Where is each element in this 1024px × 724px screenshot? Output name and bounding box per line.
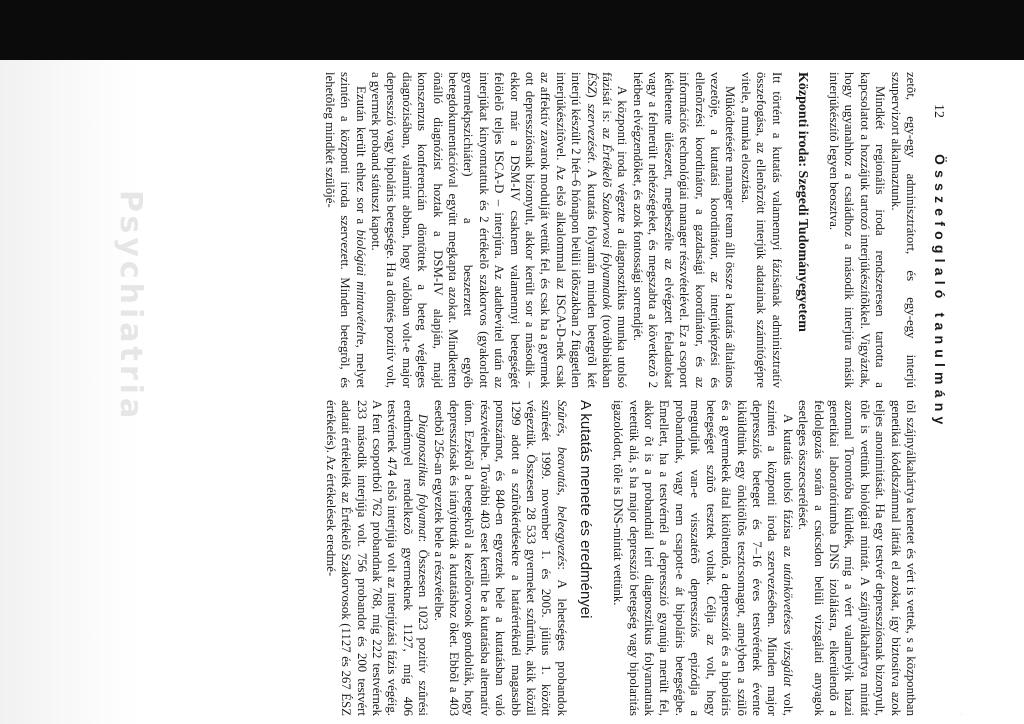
running-head: Összefoglaló tanulmány xyxy=(932,154,948,430)
paragraph xyxy=(368,72,630,388)
text-run: volt, szintén a központi iroda szervezésében. Minden major depressziós beteget és 7–16 éves testvérének évente kiküldtünk egy önkitöltõs tesztcsomagot, amelyben a szülõ és a gyermekek által kitöltendõ, a depressziót és a bipoláris betegséget szûrõ tesztek voltak. Célja az volt, hogy megtudjuk van-e visszatérõ depressziós epizódja a probandnak, vagy nem csapott-e át bipoláris betegségbe. Emellett, ha a testvérnél a depresszió gyanúja merült fel, akkor õt is a probandnál leírt diagnosztikus folyamatnak vetettük alá, s ha major depresszió betegség vagy bipolaritás igazolódott, tõle is DNS-mintát vettünk. xyxy=(611,400,795,717)
paragraph: Mindkét regionális iroda rendszeresen tartotta a kapcsolatot a hozzájuk tartozó interjúkészítõkkel. Vigyáztak, hogy ugyanahhoz a családhoz a második interjúra másik interjúkészítõ legyen beosztva. xyxy=(826,72,888,388)
paragraph: Itt történt a kutatás valamennyi fázisának adminisztratív összefogása, az ellenõrzött interjúk adatainak számítógépre vitele, a munka elosztása. xyxy=(738,72,784,388)
text-run: re, melyet szintén a központi iroda szervezett. Minden betegrõl, és lehetõleg mindkét szülõjé- xyxy=(322,72,368,389)
paragraph: Mûködtetésére manager team állt össze a kutatás általános vezetõje, a kutatási koordinátor, az interjúképzési és ellenõrzési koordinátor, a gazdasági koordinátor, és az információs technológiai manager részvételével. Ez a csoport kéthetente ülésezett, megbeszélte az elvégzett feladatokat vagy a felmerült nehézségeket, és megszabta a következõ 2 hétben elvégzendõket, és azok fontossági sorrendjét. xyxy=(630,72,738,388)
watermark xyxy=(113,190,148,423)
text-run: : A lehetséges probandok szûrését 1999. november 1. és 2005. július 1. között végeztük. Összesen 28 533 gyermeket szûrtünk, akik közül 1299 adott a szûrõkérdésekre a határértéknél magasabb pontszámot, és 840-en egyeztek bele a kutatásban való részvételbe. További 403 eset került be a kutatásba alternatív úton. Ezekrõl a betegekrõl a kezelõorvosok gondolták, hogy depressziósak és irányították a kutatáshoz õket. Ebbõl a 403 esetbõl 256-an egyeztek bele a részvételbe. xyxy=(431,400,569,716)
text-run: . A kutatás folyamán minden betegrõl két interjú készült 2 hét–6 hónapon belüli idõszakban 2 független interjúkészítõvel. Az elsõ alkalommal az ISCA-D-nek csak az affektív zavarok modulját vettük fel, és csak ha a gyermek ott depressziósnak bizonyult, akkor került sor a második – ekkor már a DSM-IV csaknem valamennyi betegségét felölelõ teljes ISCA-D – interjúra. Az adatbevitel után az interjúkat kinyomtattuk és 2 értékelõ szakorvos (gyakorlott gyermekpszichiáter) a beszerzett egyéb betegdokumentációval együtt megkapta azokat. Mindketten önálló diagnózist hoztak a DSM-IV alapján, majd konszenzus konferencián döntöttek a beteg végleges diagnózisában, valamint abban, hogy valóban volt-e major depresszió vagy bipoláris betegsége. Ha a döntés pozitív volt, a gyermek proband státuszt kapott. xyxy=(369,72,599,388)
scanner-top-border xyxy=(0,0,1024,60)
text-run: A központi iroda végezte a diagnosztikus munka utolsó fázisát is: az xyxy=(600,72,630,388)
italic-term: utánkövetéses vizsgálat xyxy=(780,563,795,687)
paragraph xyxy=(430,400,569,716)
watermark-text: Psychiatria xyxy=(113,190,148,423)
page-number: 12 xyxy=(931,104,946,118)
italic-term: Szûrés, beavatás, beleegyezés xyxy=(554,400,569,567)
italic-term: ÉSZ xyxy=(584,72,599,94)
paragraph xyxy=(321,72,367,388)
text-run: Ezután került ehhez sor a xyxy=(353,86,368,230)
section-heading: Központi iroda: Szegedi Tudományegyetem xyxy=(794,72,810,332)
scan-corner-mark: · xyxy=(960,710,963,719)
right-column xyxy=(322,400,918,716)
italic-term: biológiai mintavétel xyxy=(353,229,368,335)
text-run: (továbbiakban xyxy=(600,309,615,388)
text-run: : Összesen 1023 pozitív szûrési eredménnyel rendelkezõ gyermeknek 1127, míg 406 testvérnek 474 elsõ interjúja volt az interjúzási fázis végéig. A fent csoportból 762 probandnak 768, míg 222 testvérnek 233 második interjúja volt. 756 probandot és 200 testvért adatait értékelték az Értékelõ Szakorvosok (1127 és 267 ÉSZ értékelés). Az értékelések eredmé- xyxy=(323,400,431,716)
left-column xyxy=(321,72,918,388)
italic-term: Értékelõ Szakorvosi folyamatok xyxy=(600,143,615,310)
rotated-journal-page xyxy=(148,64,948,716)
paragraph: zetõt, egy-egy adminisztrátort, és egy-egy interjú szupervizort alkalmaztunk. xyxy=(888,72,918,388)
italic-term: Diagnosztikus folyamat xyxy=(416,414,431,539)
section-heading: A kutatás menete és eredményei xyxy=(576,400,594,619)
text-run: ) xyxy=(584,93,599,104)
paragraph xyxy=(610,400,795,716)
text-run: A kutatás utolsó fázisa az xyxy=(780,414,795,564)
italic-term: szervezését xyxy=(584,103,599,161)
paragraph: tõl szájnyálkahártya kenetet és vért is vettek, s a központban genetikai kóddszámmal látták el azokat, így biztosítva azok teljes anonimitását. Ha egy testvér depressziósnak bizonyult, tõle is vettünk biológiai mintát. A szájnyálkahártya mintát azonnal Torontóba küldték, míg a vért valamelyik hazai genetikai laboratóriumba DNS izolálásra, elkerülendõ a feldolgozás során a csúcsdon belüli vizsgálati anyagok esetleges összecserélését. xyxy=(796,400,918,716)
paragraph xyxy=(322,400,430,716)
